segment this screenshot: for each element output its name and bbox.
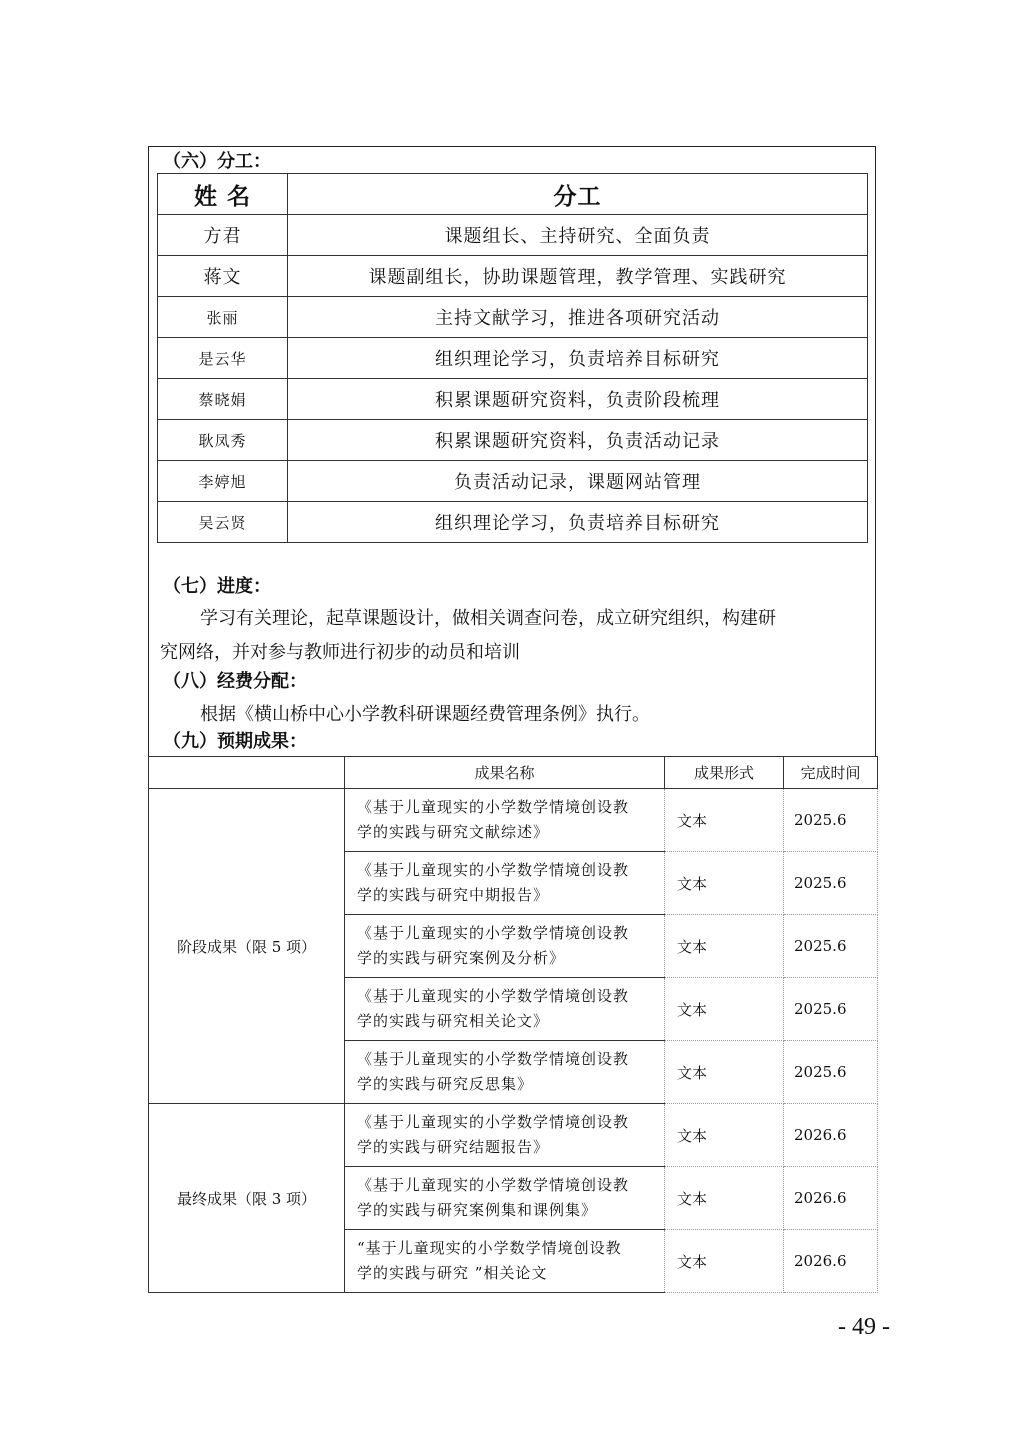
outcome-time: 2026.6	[784, 1104, 878, 1167]
outcome-name	[345, 852, 665, 915]
outcome-name-line-1: 《基于儿童现实的小学数学情境创设教	[357, 798, 630, 816]
header-blank	[149, 757, 345, 789]
member-name: 方君	[158, 215, 288, 256]
table-row	[149, 789, 878, 852]
outcome-time: 2025.6	[784, 1041, 878, 1104]
table-row	[158, 256, 868, 297]
outcome-time: 2025.6	[784, 852, 878, 915]
progress-text-line-2: 究网络，并对参与教师进行初步的动员和培训	[160, 642, 520, 663]
outcome-name-line-2: 学的实践与研究相关论文》	[357, 1012, 550, 1030]
table-row	[158, 297, 868, 338]
table-row	[158, 502, 868, 543]
table-row	[158, 379, 868, 420]
outcome-name-line-2: 学的实践与研究结题报告》	[357, 1138, 550, 1156]
header-name: 姓 名	[158, 174, 288, 215]
table-row	[158, 215, 868, 256]
outcome-form: 文本	[665, 789, 784, 852]
member-role: 课题副组长，协助课题管理，教学管理、实践研究	[288, 256, 868, 297]
outcome-name-line-1: 《基于儿童现实的小学数学情境创设教	[357, 861, 630, 879]
outcome-form: 文本	[665, 1167, 784, 1230]
outcome-form: 文本	[665, 915, 784, 978]
member-name: 耿凤秀	[158, 420, 288, 461]
outcome-time: 2026.6	[784, 1230, 878, 1293]
member-name: 李婷旭	[158, 461, 288, 502]
outcome-name-line-1: “基于儿童现实的小学数学情境创设教	[357, 1239, 622, 1257]
member-name: 蔡晓娟	[158, 379, 288, 420]
outcome-form: 文本	[665, 1041, 784, 1104]
outcome-name	[345, 1104, 665, 1167]
outcome-name-line-1: 《基于儿童现实的小学数学情境创设教	[357, 1176, 630, 1194]
member-role: 组织理论学习，负责培养目标研究	[288, 502, 868, 543]
member-role: 积累课题研究资料，负责阶段梳理	[288, 379, 868, 420]
outcome-name	[345, 1041, 665, 1104]
outcome-time: 2025.6	[784, 978, 878, 1041]
table-row	[149, 1104, 878, 1167]
outcome-name-line-2: 学的实践与研究案例集和课例集》	[357, 1201, 598, 1219]
member-role: 课题组长、主持研究、全面负责	[288, 215, 868, 256]
outcome-name-line-1: 《基于儿童现实的小学数学情境创设教	[357, 924, 630, 942]
outcomes-table-header	[149, 757, 878, 789]
member-name: 吴云贤	[158, 502, 288, 543]
outcome-time: 2026.6	[784, 1167, 878, 1230]
outcome-form: 文本	[665, 1104, 784, 1167]
member-name: 蒋文	[158, 256, 288, 297]
outcome-form: 文本	[665, 1230, 784, 1293]
outcomes-table	[148, 756, 878, 1293]
division-table-header	[158, 174, 868, 215]
division-table	[157, 173, 868, 543]
member-role: 组织理论学习，负责培养目标研究	[288, 338, 868, 379]
outcome-form: 文本	[665, 852, 784, 915]
member-role: 积累课题研究资料，负责活动记录	[288, 420, 868, 461]
outcome-name	[345, 1167, 665, 1230]
outcome-name-line-1: 《基于儿童现实的小学数学情境创设教	[357, 987, 630, 1005]
progress-text-line-1: 学习有关理论，起草课题设计，做相关调查问卷，成立研究组织，构建研	[200, 608, 776, 629]
outcome-form: 文本	[665, 978, 784, 1041]
outcome-name-line-1: 《基于儿童现实的小学数学情境创设教	[357, 1113, 630, 1131]
header-role: 分工	[288, 174, 868, 215]
member-name: 是云华	[158, 338, 288, 379]
outcome-name-line-2: 学的实践与研究文献综述》	[357, 823, 550, 841]
budget-text: 根据《横山桥中心小学教科研课题经费管理条例》执行。	[200, 704, 650, 725]
table-row	[158, 420, 868, 461]
table-row	[158, 338, 868, 379]
stage-outcomes-label: 阶段成果（限 5 项）	[149, 789, 345, 1104]
outcome-time: 2025.6	[784, 915, 878, 978]
outcome-name	[345, 915, 665, 978]
member-role: 负责活动记录，课题网站管理	[288, 461, 868, 502]
outcome-name-line-2: 学的实践与研究反思集》	[357, 1075, 534, 1093]
member-role: 主持文献学习，推进各项研究活动	[288, 297, 868, 338]
header-outcome-form: 成果形式	[665, 757, 784, 789]
section-9-title: （九）预期成果：	[163, 731, 307, 752]
outcome-name-line-1: 《基于儿童现实的小学数学情境创设教	[357, 1050, 630, 1068]
outcome-name	[345, 1230, 665, 1293]
section-6-title: （六）分工：	[163, 151, 271, 172]
final-outcomes-label: 最终成果（限 3 项）	[149, 1104, 345, 1293]
outcome-name	[345, 978, 665, 1041]
table-row	[158, 461, 868, 502]
header-outcome-time: 完成时间	[784, 757, 878, 789]
section-8-title: （八）经费分配：	[163, 671, 307, 692]
outcome-name-line-2: 学的实践与研究中期报告》	[357, 886, 550, 904]
section-7-title: （七）进度：	[163, 576, 271, 597]
outcome-name-line-2: 学的实践与研究案例及分析》	[357, 949, 566, 967]
member-name: 张丽	[158, 297, 288, 338]
page-number: - 49 -	[838, 1314, 890, 1340]
outcome-name-line-2: 学的实践与研究 ”相关论文	[357, 1264, 548, 1282]
header-outcome-name: 成果名称	[345, 757, 665, 789]
outcome-time: 2025.6	[784, 789, 878, 852]
outcome-name	[345, 789, 665, 852]
